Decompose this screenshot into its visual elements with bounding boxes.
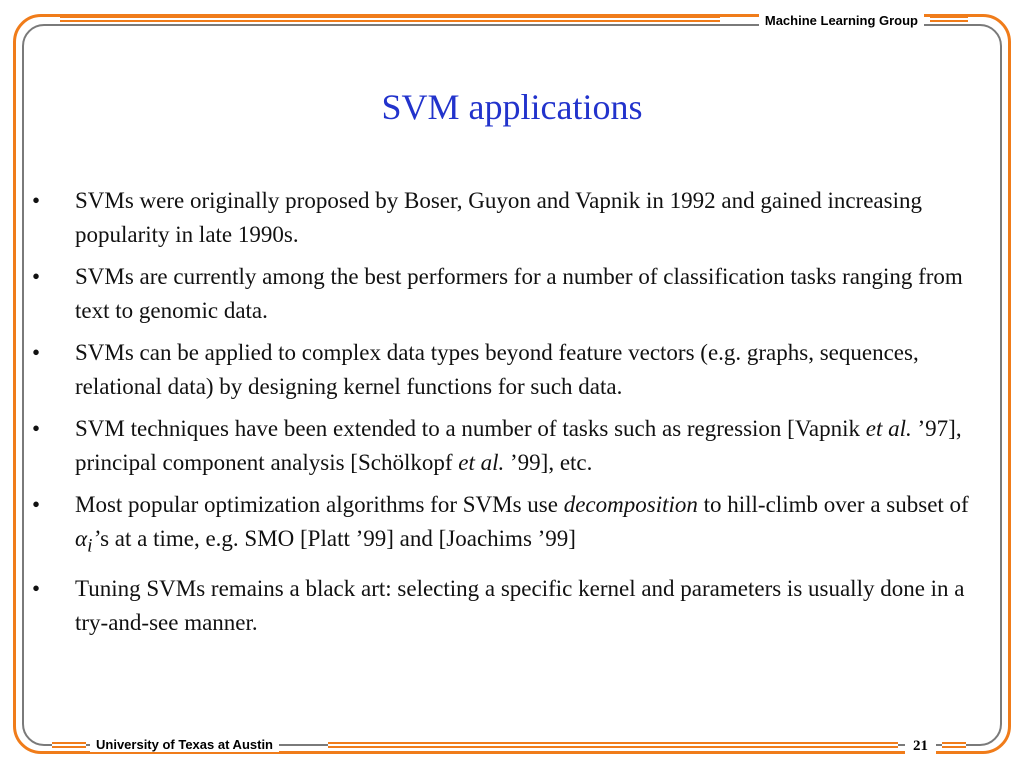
bullet-item bbox=[32, 260, 992, 328]
bullet-text: to hill-climb over a subset of bbox=[697, 492, 969, 517]
bullet-dot: • bbox=[32, 575, 41, 601]
bullet-text: SVM techniques have been extended to a number of tasks such as regression [Vapnik bbox=[75, 416, 866, 441]
slide-title: SVM applications bbox=[381, 87, 643, 127]
alpha-symbol: α bbox=[75, 526, 88, 551]
bullet-item bbox=[32, 488, 992, 564]
header-group-label: Machine Learning Group bbox=[759, 13, 924, 28]
bullet-item bbox=[32, 412, 992, 480]
header-stripe-right bbox=[930, 16, 968, 22]
bullet-text: Tuning SVMs remains a black art: selecting a specific kernel and parameters is usually done in a try-and-see manner. bbox=[75, 575, 965, 635]
bullet-text: SVMs can be applied to complex data types beyond feature vectors (e.g. graphs, sequences, relational data) by designing kernel functions for such data. bbox=[75, 340, 919, 399]
bullet-dot: • bbox=[32, 416, 41, 441]
bullet-dot: • bbox=[32, 492, 41, 517]
bullet-text: SVMs are currently among the best performers for a number of classification tasks ranging from text to genomic data. bbox=[75, 264, 963, 323]
footer-institution: University of Texas at Austin bbox=[90, 737, 279, 752]
bullet-italic-text: ’ bbox=[92, 526, 101, 551]
bullet-italic-text: et al. bbox=[458, 450, 505, 475]
bullet-italic-text: et al. bbox=[865, 416, 912, 441]
bullet-text: SVMs were originally proposed by Boser, Guyon and Vapnik in 1992 and gained increasing popularity in late 1990s. bbox=[75, 188, 922, 247]
bullet-dot: • bbox=[32, 188, 41, 213]
bullet-list bbox=[32, 184, 992, 648]
bullet-dot: • bbox=[32, 340, 41, 365]
alpha-subscript: i bbox=[87, 535, 93, 557]
slide-number: 21 bbox=[905, 738, 936, 755]
bullet-text: s at a time, e.g. SMO [Platt ’99] and [Joachims ’99] bbox=[100, 526, 576, 551]
bullet-italic-text: decomposition bbox=[563, 492, 698, 517]
bullet-item bbox=[32, 184, 992, 252]
bullet-dot: • bbox=[32, 264, 41, 289]
bullet-item bbox=[32, 336, 992, 404]
footer-stripe-middle bbox=[328, 742, 898, 748]
footer-stripe-left bbox=[52, 742, 86, 748]
footer-stripe-right bbox=[942, 742, 966, 748]
header-stripe-left bbox=[60, 16, 720, 22]
bullet-item bbox=[32, 572, 992, 640]
bullet-text: ’97], principal component analysis [Schölkopf bbox=[75, 416, 962, 475]
bullet-text: ’99], etc. bbox=[504, 450, 593, 475]
bullet-text: Most popular optimization algorithms for SVMs use bbox=[75, 492, 564, 517]
